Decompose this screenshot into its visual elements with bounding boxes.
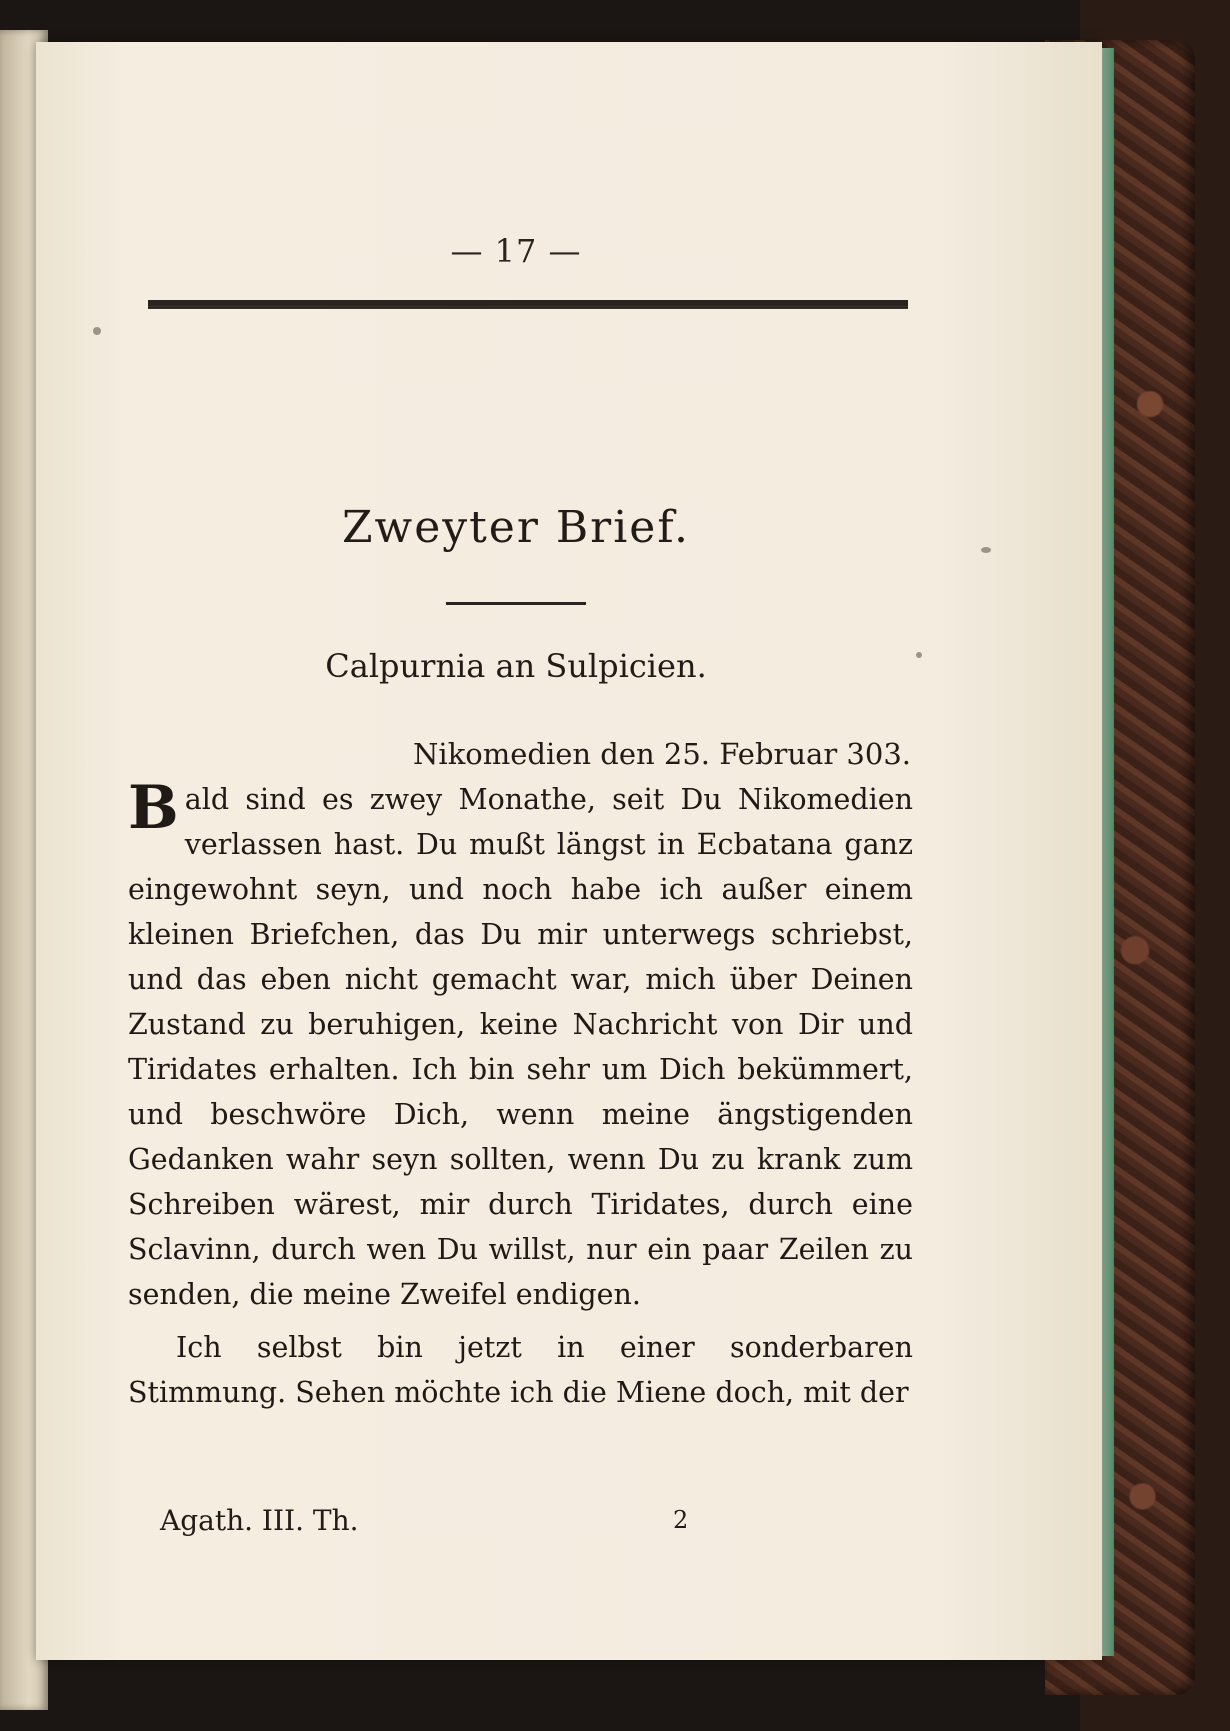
letter-subtitle: Calpurnia an Sulpicien. [325, 647, 707, 685]
paper-speck [916, 652, 922, 658]
signature-mark: Agath. III. Th. [160, 1504, 359, 1537]
page-number: — 17 — [450, 232, 582, 270]
paragraph-1 [128, 773, 913, 1317]
paragraph-2: Ich selbst bin jetzt in einer sonderbaren Stimmung. Sehen möchte ich die Miene doch, mit der [128, 1331, 913, 1409]
letter-dateline: Nikomedien den 25. Februar 303. [413, 737, 911, 771]
paragraph-1-text: ald sind es zwey Monathe, seit Du Nikomedien verlassen hast. Du mußt längst in Ecbatana ganz eingewohnt seyn, und noch habe ich außer einem kleinen Briefchen, das Du mir unterwegs schriebst, und das eben nicht gemacht war, mich über Deinen Zustand zu beruhigen, keine Nachricht von Dir und Tiridates erhalten. Ich bin sehr um Dich bekümmert, und beschwöre Dich, wenn meine ängstigenden Gedanken wahr seyn sollten, wenn Du zu krank zum Schreiben wärest, mir durch Tiridates, durch eine Sclavinn, durch wen Du willst, nur ein paar Zeilen zu senden, die meine Zweifel endigen. [128, 783, 913, 1311]
title-rule [446, 602, 586, 605]
header-rule [148, 300, 908, 309]
page-footer [128, 1504, 913, 1544]
sheet-number: 2 [673, 1506, 689, 1534]
paper-speck [981, 547, 991, 553]
book-page [36, 42, 1102, 1660]
letter-body [128, 773, 913, 1415]
letter-title: Zweyter Brief. [341, 502, 691, 553]
paper-speck [93, 327, 101, 335]
drop-cap: B [128, 773, 179, 843]
